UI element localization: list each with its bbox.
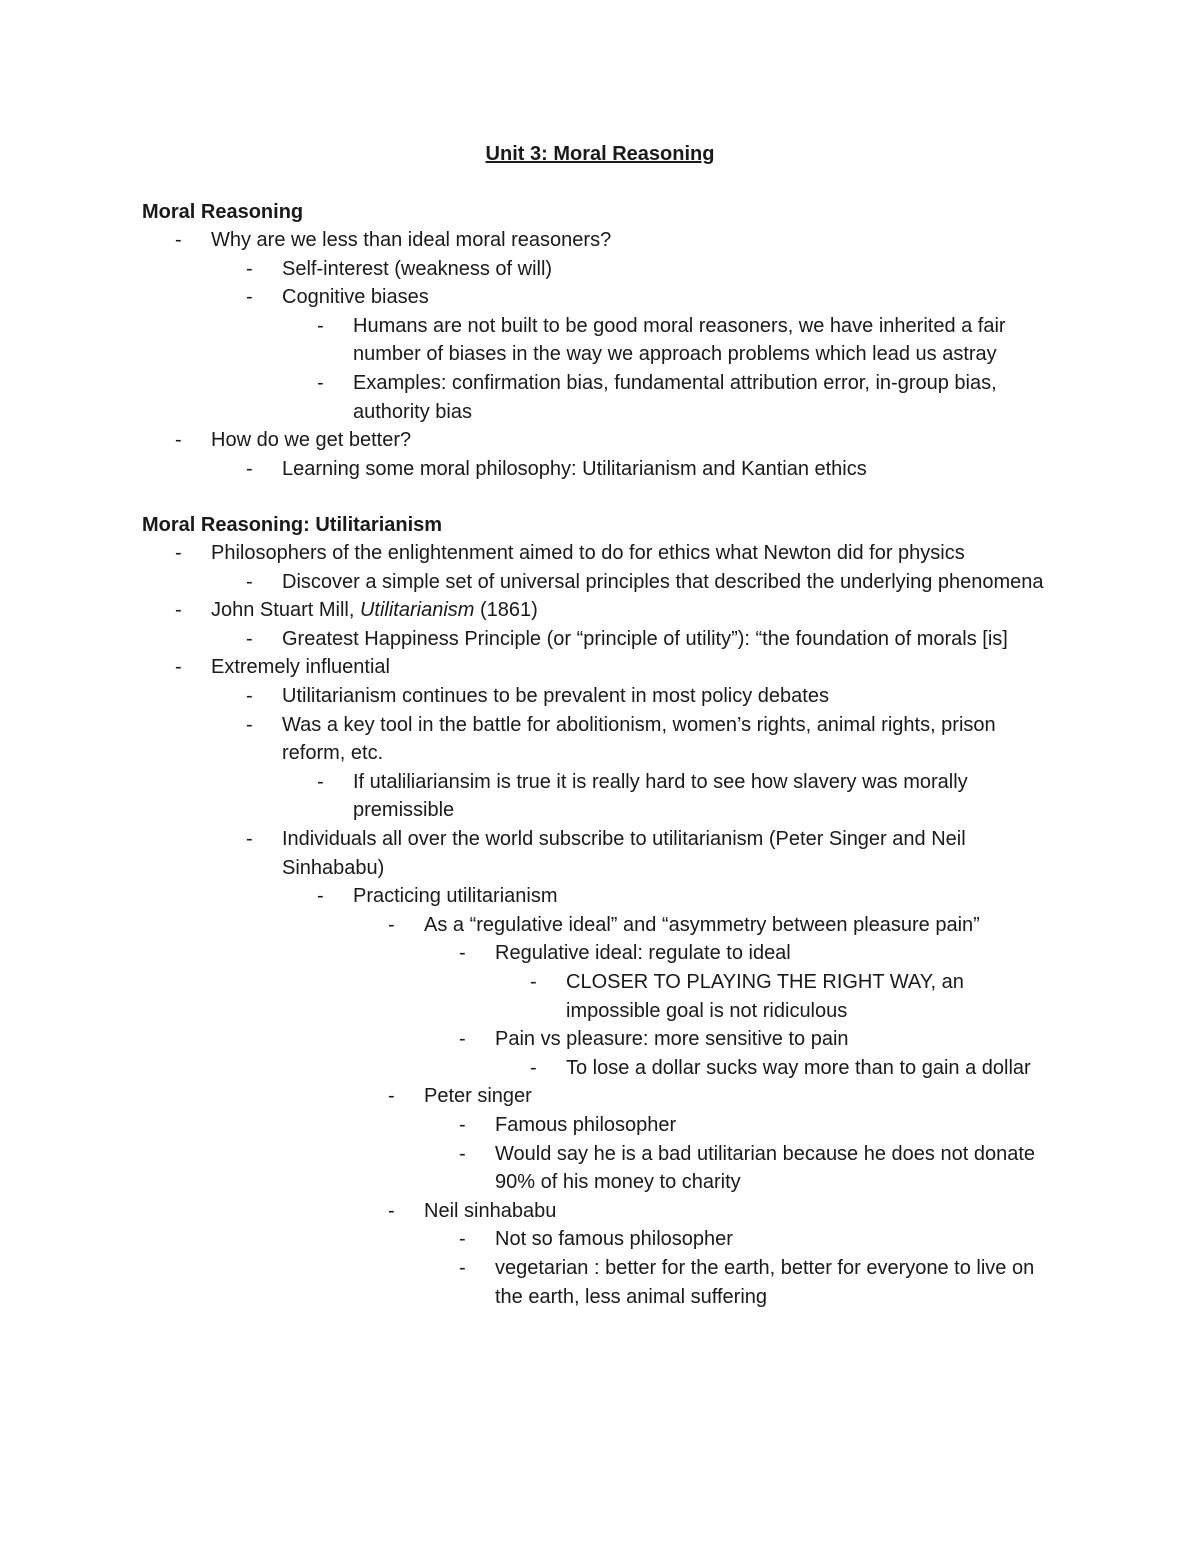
bullet-dash: - — [388, 1085, 395, 1108]
text-run: (1861) — [474, 599, 538, 622]
bullet-dash: - — [246, 627, 253, 650]
list-item — [388, 1197, 1060, 1226]
list-item-text: Greatest Happiness Principle (or “principle of utility”): “the foundation of morals [is] — [282, 627, 1008, 650]
list-item-text: Why are we less than ideal moral reasoners? — [211, 229, 612, 251]
list-item — [246, 711, 1060, 768]
list-item — [317, 312, 1060, 369]
list-item-text: How do we get better? — [211, 429, 412, 452]
list-item-text: Was a key tool in the battle for abolitionism, women’s rights, animal rights, prison reform, etc. — [282, 713, 996, 765]
bullet-dash: - — [175, 656, 182, 679]
bullet-dash: - — [388, 913, 395, 936]
list-item-text: Philosophers of the enlightenment aimed to do for ethics what Newton did for physics — [211, 542, 965, 564]
list-item — [459, 1254, 1060, 1311]
list-item-text: Cognitive biases — [282, 286, 429, 309]
list-item — [388, 911, 1060, 940]
list-item — [175, 596, 1060, 625]
bullet-dash: - — [246, 286, 253, 309]
list-item — [175, 426, 1060, 455]
list-item-text: Peter singer — [424, 1085, 532, 1108]
bullet-dash: - — [317, 885, 324, 908]
book-title: Utilitarianism — [359, 599, 475, 622]
list-item — [246, 682, 1060, 711]
list-item-text: As a “regulative ideal” and “asymmetry between pleasure pain” — [424, 913, 980, 936]
list-item-text: Not so famous philosopher — [495, 1228, 733, 1251]
page-title: Unit 3: Moral Reasoning — [485, 143, 715, 165]
bullet-dash: - — [459, 1114, 466, 1136]
list-item — [175, 653, 1060, 682]
list-item — [530, 968, 1060, 1025]
list-item — [246, 283, 1060, 312]
bullet-dash: - — [530, 971, 537, 993]
list-item — [317, 768, 1060, 825]
bullet-dash: - — [246, 457, 253, 480]
list-item-text: Pain vs pleasure: more sensitive to pain — [495, 1028, 849, 1051]
list-item-text: Self-interest (weakness of will) — [282, 257, 553, 280]
list-item-text: Learning some moral philosophy: Utilitarianism and Kantian ethics — [282, 457, 867, 480]
list-item — [175, 539, 1060, 568]
list-item-text: Discover a simple set of universal principles that described the underlying phenomena — [282, 570, 1044, 593]
list-item — [246, 825, 1060, 882]
list-item — [317, 882, 1060, 911]
list-item — [246, 255, 1060, 284]
bullet-dash: - — [175, 599, 182, 622]
bullet-dash: - — [246, 685, 253, 707]
list-item — [246, 455, 1060, 484]
bullet-dash: - — [459, 1257, 466, 1279]
list-item — [530, 1054, 1060, 1083]
list-item — [175, 226, 1060, 255]
list-item — [459, 1140, 1060, 1197]
section-heading: Moral Reasoning: Utilitarianism — [142, 514, 443, 536]
list-item-text: Humans are not built to be good moral reasoners, we have inherited a fair number of biases in the way we approach problems which lead us astray — [353, 314, 1006, 366]
list-item-text: Practicing utilitarianism — [353, 885, 558, 908]
list-item-text — [211, 596, 1060, 625]
list-item — [317, 369, 1060, 426]
bullet-dash: - — [317, 372, 324, 394]
bullet-dash: - — [530, 1056, 537, 1079]
text-run: John Stuart Mill, — [211, 599, 360, 622]
section-heading: Moral Reasoning — [142, 201, 304, 223]
bullet-dash: - — [459, 942, 466, 965]
bullet-dash: - — [388, 1199, 395, 1222]
bullet-dash: - — [246, 257, 253, 280]
list-item-text: Would say he is a bad utilitarian because he does not donate 90% of his money to charity — [495, 1142, 1035, 1194]
bullet-dash: - — [246, 713, 253, 736]
list-item — [459, 1025, 1060, 1054]
list-item-text: CLOSER TO PLAYING THE RIGHT WAY, an impossible goal is not ridiculous — [566, 971, 964, 1022]
bullet-dash: - — [317, 314, 324, 337]
list-item-text: Neil sinhababu — [424, 1199, 557, 1222]
list-item — [246, 625, 1060, 654]
bullet-dash: - — [459, 1142, 466, 1165]
bullet-dash: - — [175, 542, 182, 564]
list-item-text: vegetarian : better for the earth, better for everyone to live on the earth, less animal suffering — [495, 1257, 1035, 1308]
list-item — [388, 1082, 1060, 1111]
list-item-text: Famous philosopher — [495, 1114, 677, 1136]
list-item-text: To lose a dollar sucks way more than to gain a dollar — [566, 1056, 1031, 1079]
list-item — [459, 939, 1060, 968]
bullet-dash: - — [459, 1228, 466, 1251]
list-item-text: Examples: confirmation bias, fundamental attribution error, in-group bias, authority bias — [353, 372, 997, 423]
bullet-dash: - — [459, 1028, 466, 1051]
bullet-dash: - — [246, 828, 253, 850]
list-item-text: Individuals all over the world subscribe to utilitarianism (Peter Singer and Neil Sinhababu) — [282, 828, 966, 879]
bullet-dash: - — [175, 229, 182, 251]
list-item-text: If utaliliariansim is true it is really hard to see how slavery was morally premissible — [353, 770, 968, 822]
list-item-text: Regulative ideal: regulate to ideal — [495, 942, 791, 965]
list-item-text: Utilitarianism continues to be prevalent in most policy debates — [282, 685, 829, 707]
list-item — [459, 1225, 1060, 1254]
list-item — [246, 568, 1060, 597]
list-item-text: Extremely influential — [211, 656, 390, 679]
list-item — [459, 1111, 1060, 1140]
bullet-dash: - — [246, 570, 253, 593]
bullet-dash: - — [175, 429, 182, 452]
bullet-dash: - — [317, 770, 324, 793]
